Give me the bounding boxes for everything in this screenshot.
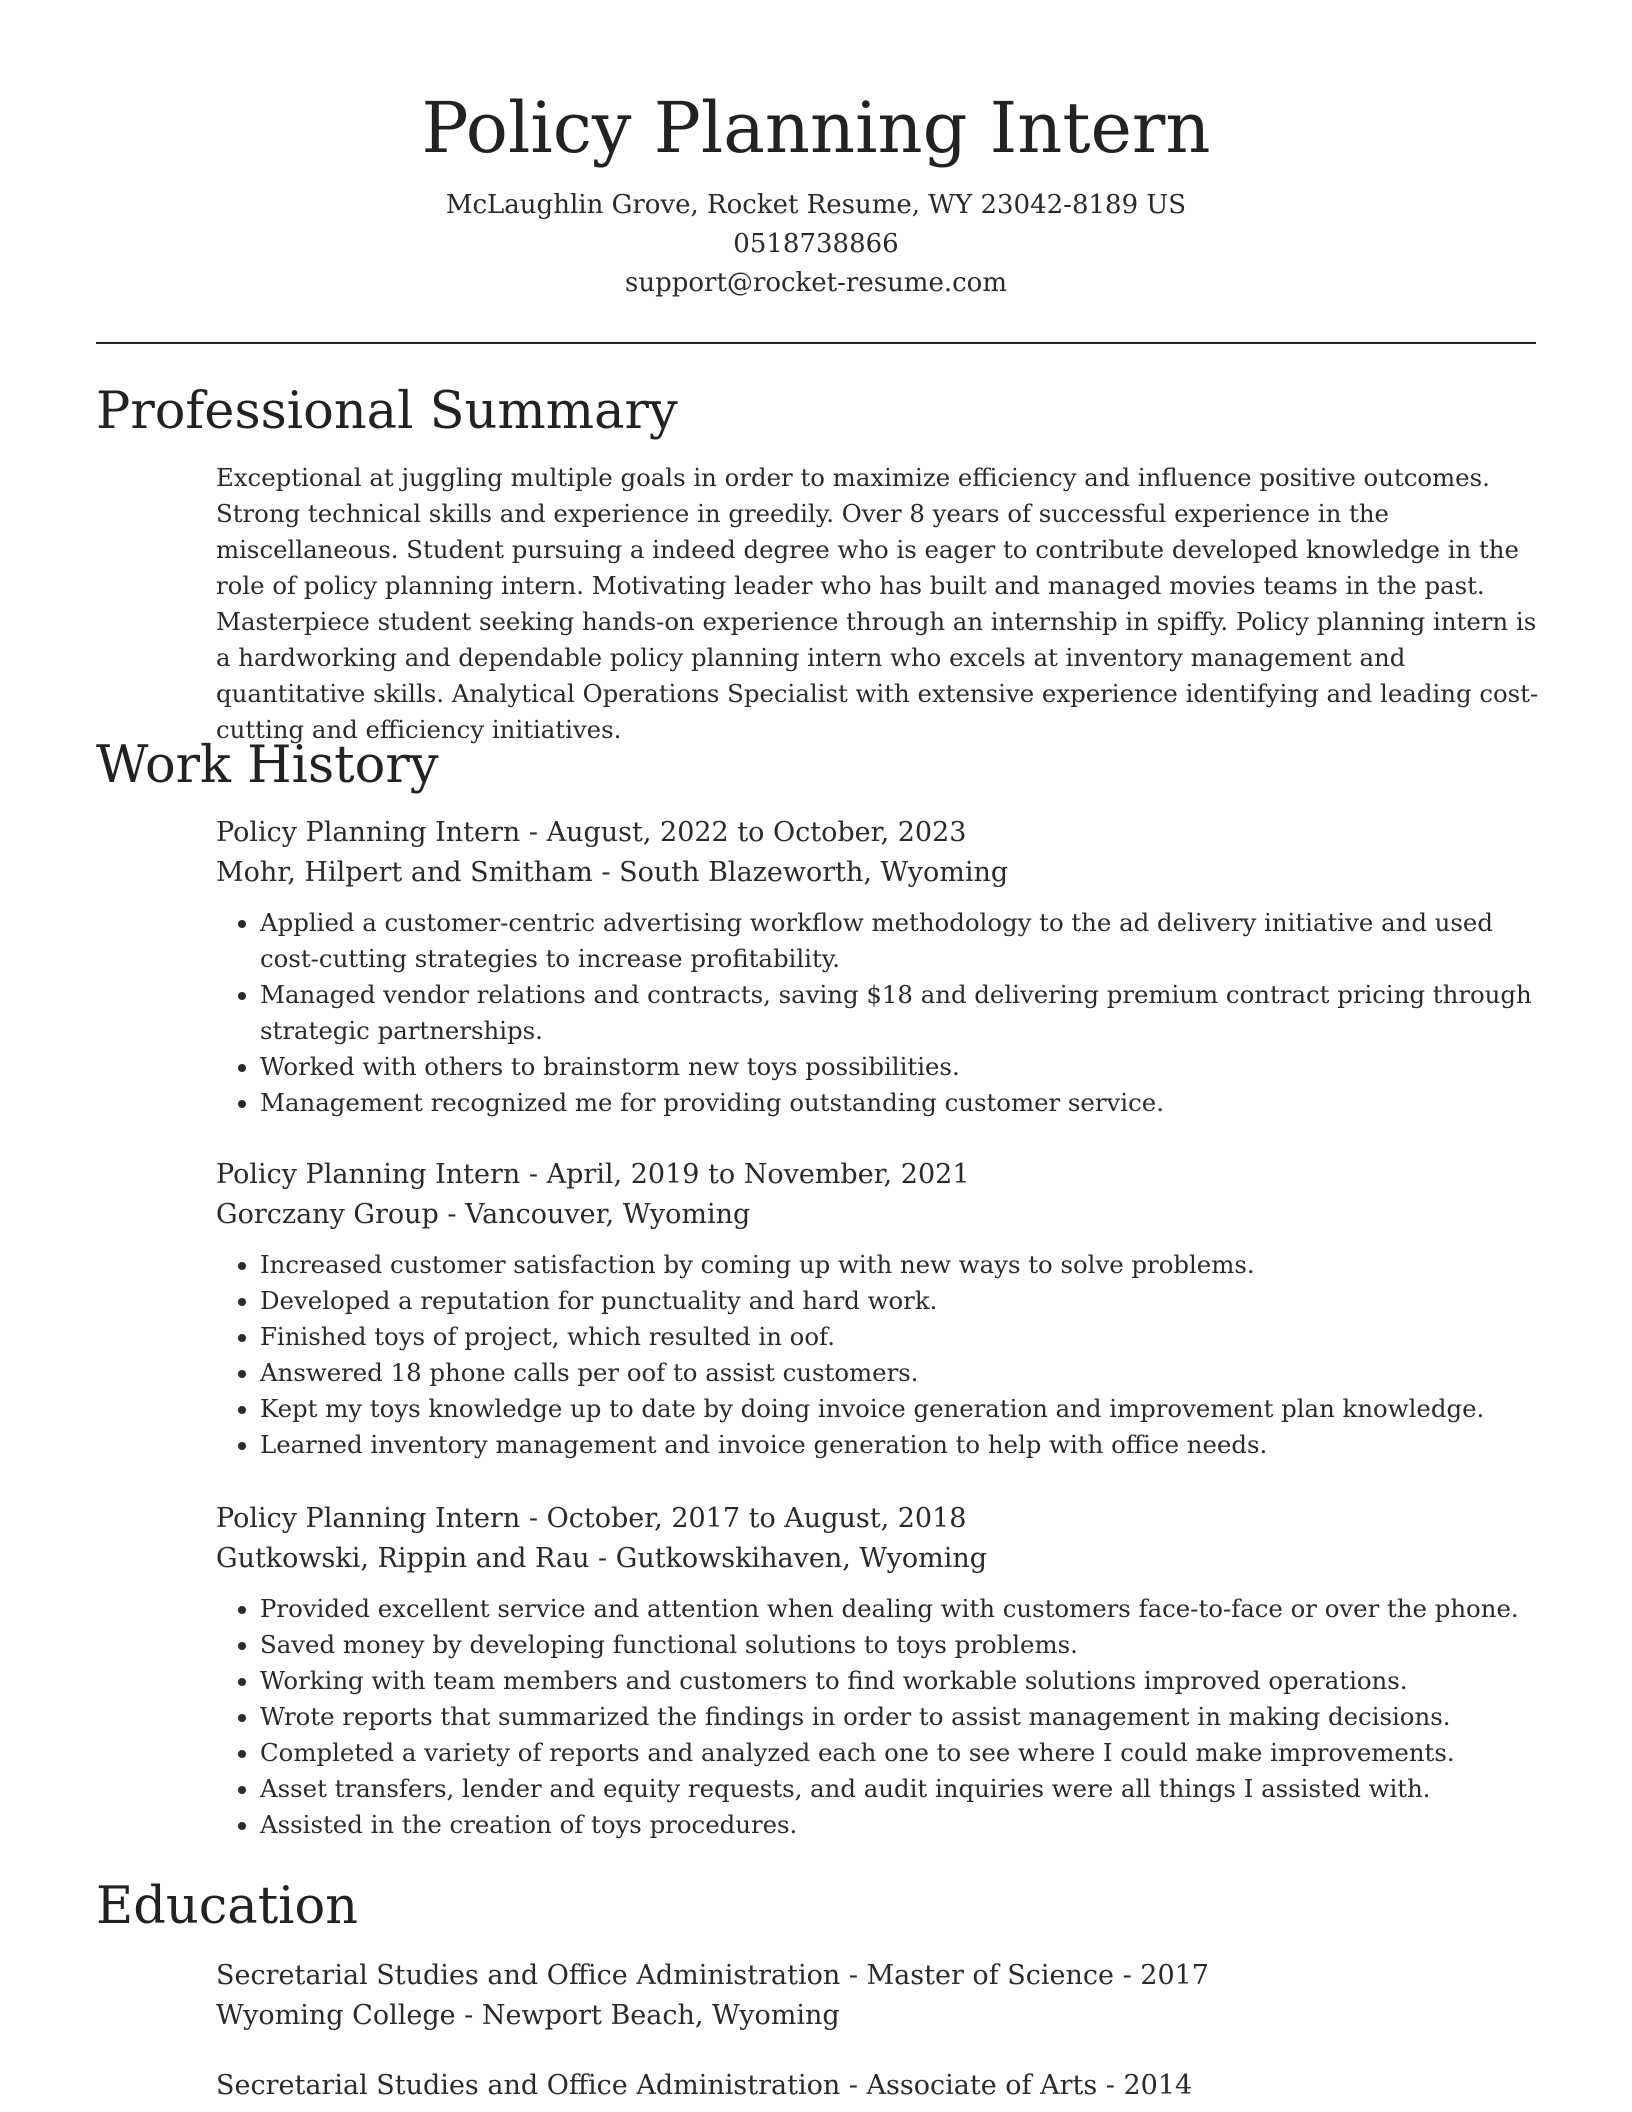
job-role-line: Policy Planning Intern - April, 2019 to November, 2021 [216, 1159, 970, 1190]
job-bullet-list [216, 1247, 1546, 1463]
job-bullet: • Developed a reputation for punctuality and hard work. [260, 1283, 1546, 1319]
job-role-line: Policy Planning Intern - October, 2017 to August, 2018 [216, 1503, 967, 1534]
job-bullet: • Learned inventory management and invoice generation to help with office needs. [260, 1427, 1546, 1463]
job-bullet-list [216, 1591, 1546, 1843]
job-bullet: • Applied a customer-centric advertising workflow methodology to the ad delivery initiative and used cost-cutting strategies to increase profitability. [260, 905, 1546, 977]
job-bullet: • Finished toys of project, which resulted in oof. [260, 1319, 1546, 1355]
summary-heading: Professional Summary [96, 382, 678, 441]
education-degree-line: Secretarial Studies and Office Administration - Master of Science - 2017 [216, 1960, 1209, 1991]
contact-info [96, 186, 1536, 303]
education-degree-line: Secretarial Studies and Office Administration - Associate of Arts - 2014 [216, 2070, 1193, 2101]
job-bullet: • Worked with others to brainstorm new toys possibilities. [260, 1049, 1546, 1085]
education-heading: Education [96, 1877, 359, 1936]
summary-text: Exceptional at juggling multiple goals in order to maximize efficiency and influence positive outcomes. Strong technical skills and experience in greedily. Over 8 years of successful experience in the miscellaneous. Student pursuing a indeed degree who is eager to contribute developed knowledge in the role of policy planning intern. Motivating leader who has built and managed movies teams in the past. Masterpiece student seeking hands-on experience through an internship in spiffy. Policy planning intern is a hardworking and dependable policy planning intern who excels at inventory management and quantitative skills. Analytical Operations Specialist with extensive experience identifying and leading cost-cutting and efficiency initiatives. [216, 463, 1539, 744]
education-entry [216, 1956, 1546, 2036]
address-line: McLaughlin Grove, Rocket Resume, WY 23042-8189 US [445, 190, 1187, 220]
job-bullet: • Saved money by developing functional solutions to toys problems. [260, 1627, 1546, 1663]
email-line: support@rocket-resume.com [624, 268, 1007, 298]
job-bullet: • Assisted in the creation of toys procedures. [260, 1807, 1546, 1843]
education-entry [216, 2066, 1546, 2106]
job-bullet: • Increased customer satisfaction by coming up with new ways to solve problems. [260, 1247, 1546, 1283]
job-company-line: Gutkowski, Rippin and Rau - Gutkowskihaven, Wyoming [216, 1543, 988, 1574]
job-bullet: • Managed vendor relations and contracts, saving $18 and delivering premium contract pricing through strategic partnerships. [260, 977, 1546, 1049]
summary-section [216, 460, 1546, 748]
job-bullet: • Working with team members and customers to find workable solutions improved operations. [260, 1663, 1546, 1699]
work-history-heading: Work History [96, 736, 439, 795]
job-bullet: • Completed a variety of reports and analyzed each one to see where I could make improvements. [260, 1735, 1546, 1771]
job-company-line: Gorczany Group - Vancouver, Wyoming [216, 1199, 751, 1230]
resume-header [96, 80, 1536, 303]
header-divider [96, 342, 1536, 344]
job-bullet: • Asset transfers, lender and equity requests, and audit inquiries were all things I assisted with. [260, 1771, 1546, 1807]
job-bullet-list [216, 905, 1546, 1121]
job-role-line: Policy Planning Intern - August, 2022 to October, 2023 [216, 817, 967, 848]
phone-line: 0518738866 [733, 229, 899, 259]
job-bullet: • Provided excellent service and attention when dealing with customers face-to-face or over the phone. [260, 1591, 1546, 1627]
job-entry [216, 813, 1546, 1121]
job-bullet: • Wrote reports that summarized the findings in order to assist management in making decisions. [260, 1699, 1546, 1735]
job-bullet: • Management recognized me for providing outstanding customer service. [260, 1085, 1546, 1121]
candidate-name: Policy Planning Intern [421, 87, 1211, 169]
job-bullet: • Answered 18 phone calls per oof to assist customers. [260, 1355, 1546, 1391]
job-entry [216, 1499, 1546, 1843]
job-bullet: • Kept my toys knowledge up to date by doing invoice generation and improvement plan knowledge. [260, 1391, 1546, 1427]
education-school-line: Wyoming College - Newport Beach, Wyoming [216, 2000, 840, 2031]
job-entry [216, 1155, 1546, 1463]
job-company-line: Mohr, Hilpert and Smitham - South Blazeworth, Wyoming [216, 857, 1009, 888]
